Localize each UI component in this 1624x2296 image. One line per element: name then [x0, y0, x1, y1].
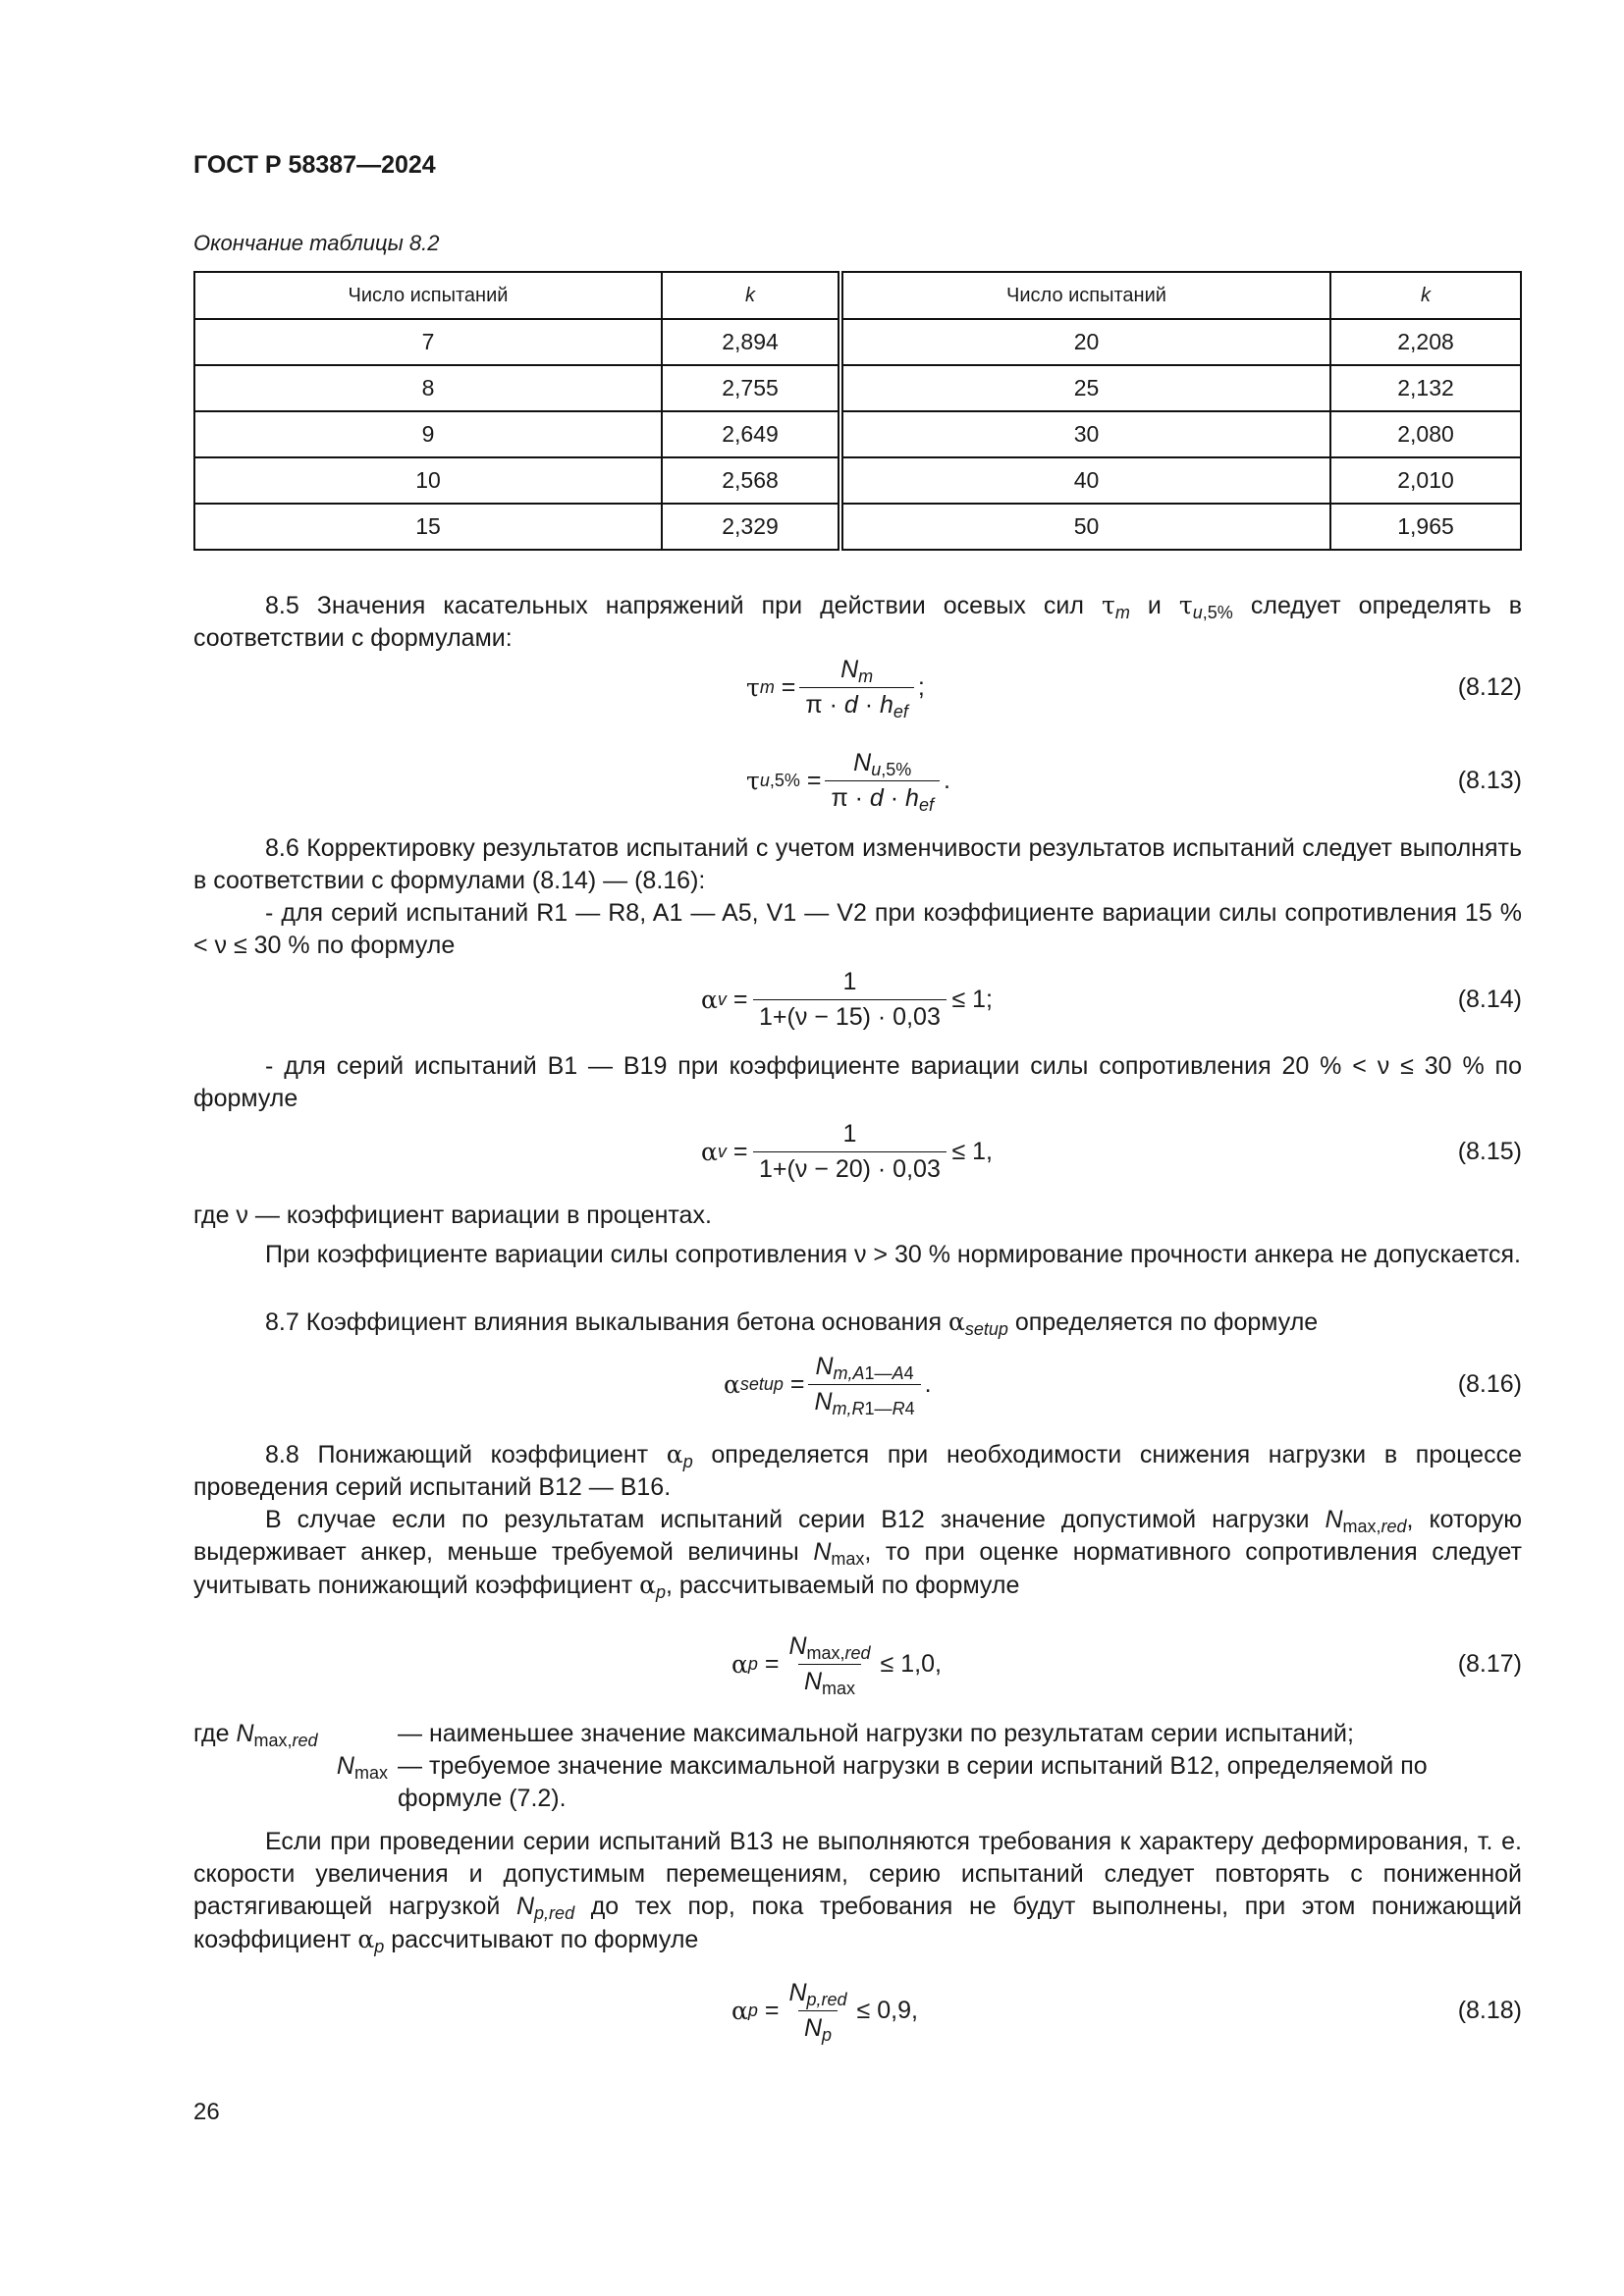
table-row [194, 457, 1521, 504]
paragraph-8-5: 8.5 Значения касательных напряжений при действии осевых сил $\tau_m$ и $\tau_{u,5\%}$ следует определять в соответствии с формулами: [193, 591, 1522, 652]
cell: 2,010 [1330, 457, 1521, 504]
cell: 2,568 [662, 457, 840, 504]
cell: 8 [194, 365, 662, 411]
table-row [194, 504, 1521, 550]
equation-number: (8.16) [1457, 1369, 1522, 1398]
page-number: 26 [193, 2099, 220, 2125]
col-header: Число испытаний [840, 272, 1330, 319]
cell: 30 [840, 411, 1330, 457]
equation-number: (8.14) [1457, 985, 1522, 1013]
col-header: k [662, 272, 840, 319]
equation-8-18: α p = $N_{p,red}$ $N_p$ ≤ 0,9, (8.18) [193, 1971, 1522, 2050]
equation-8-13: τ u,5% = $N_{u,5\%}$ $\pi \cdot d \cdot h_{ef}$ . (8.13) [193, 741, 1522, 820]
table-row [194, 319, 1521, 365]
equation-8-15: α v = 1 1+(ν − 20) · 0,03 ≤ 1, (8.15) [193, 1112, 1522, 1191]
equation-number: (8.12) [1457, 672, 1522, 701]
col-header: k [1330, 272, 1521, 319]
document-header: ГОСТ Р 58387—2024 [193, 151, 436, 179]
paragraph-8-7: 8.7 Коэффициент влияния выкалывания бетона основания $\alpha_{setup}$ определяется по формуле [265, 1308, 1319, 1339]
paragraph-8-8: 8.8 Понижающий коэффициент $\alpha_p$ определяется при необходимости снижения нагрузки в процессе проведения серий испытаний B12 — B16. В случае если по результатам испытаний серии B12 значение допустимой нагрузки $N_{max,red}$, которую выдерживает анкер, меньше требуемой величины $N_{max}$, то при оценке нормативного сопротивления следует учитывать понижающий коэффициент $\alpha_p$, рассчитываемый по формуле [193, 1440, 1522, 1602]
paragraph-8-6: 8.6 Корректировку результатов испытаний с учетом изменчивости результатов испытаний следует выполнять в соответствии с формулами (8.14) — (8.16): - для серий испытаний R1 — R8, A1 — A5, V1 — V2 при коэффициенте вариации силы сопротивления 15 % < ν ≤ 30 % по формуле [193, 834, 1522, 959]
cell: 2,894 [662, 319, 840, 365]
cell: 2,208 [1330, 319, 1521, 365]
col-header: Число испытаний [194, 272, 662, 319]
k-table [193, 271, 1522, 551]
equation-8-17: α p = $N_{max,red}$ $N_{max}$ ≤ 1,0, (8.17) [193, 1625, 1522, 1703]
cell: 2,755 [662, 365, 840, 411]
cell: 15 [194, 504, 662, 550]
cell: 10 [194, 457, 662, 504]
paragraph-8-6-b: - для серий испытаний B1 — B19 при коэффициенте вариации силы сопротивления 20 % < ν ≤ 30 % по формуле [193, 1052, 1522, 1112]
equation-8-14: α v = 1 1+(ν − 15) · 0,03 ≤ 1; (8.14) [193, 960, 1522, 1039]
cell: 2,080 [1330, 411, 1521, 457]
paragraph-where-nu: где ν — коэффициент вариации в процентах. [193, 1201, 712, 1229]
list-item: где $N_{max,red}$ — наименьшее значение максимальной нагрузки по результатам серии испытаний; [193, 1720, 1354, 1750]
equation-number: (8.15) [1457, 1137, 1522, 1165]
table-caption: Окончание таблицы 8.2 [193, 231, 440, 255]
cell: 20 [840, 319, 1330, 365]
cell: 9 [194, 411, 662, 457]
cell: 40 [840, 457, 1330, 504]
cell: 7 [194, 319, 662, 365]
table-header-row [194, 272, 1521, 319]
where-list [193, 1718, 1522, 1815]
equation-number: (8.17) [1457, 1649, 1522, 1678]
paragraph-nu-limit: При коэффициенте вариации силы сопротивления ν > 30 % нормирование прочности анкера не допускается. [265, 1241, 1521, 1268]
equation-number: (8.18) [1457, 1996, 1522, 2024]
cell: 1,965 [1330, 504, 1521, 550]
table-row [194, 365, 1521, 411]
cell: 2,649 [662, 411, 840, 457]
paragraph-b13: Если при проведении серии испытаний B13 не выполняются требования к характеру деформирования, т. е. скорости увеличения и допустимым перемещениям, серию испытаний следует повторять с пониженной растягивающей нагрузкой $N_{p,red}$ до тех пор, пока требования не будут выполнены, при этом понижающий коэффициент $\alpha_p$ рассчитывают по формуле [193, 1828, 1522, 1956]
equation-8-16: α setup = $N_{m,A1—A4}$ $N_{m,R1—R4}$ . (8.16) [193, 1345, 1522, 1423]
table-row [194, 411, 1521, 457]
list-item: $N_{max}$ — требуемое значение максимальной нагрузки в серии испытаний B12, определяемой по формуле (7.2). [336, 1752, 1428, 1812]
equation-8-12: τ m = $N_m$ $\pi \cdot d \cdot h_{ef}$ ; (8.12) [193, 648, 1522, 726]
cell: 25 [840, 365, 1330, 411]
equation-number: (8.13) [1457, 766, 1522, 794]
cell: 2,329 [662, 504, 840, 550]
cell: 2,132 [1330, 365, 1521, 411]
cell: 50 [840, 504, 1330, 550]
